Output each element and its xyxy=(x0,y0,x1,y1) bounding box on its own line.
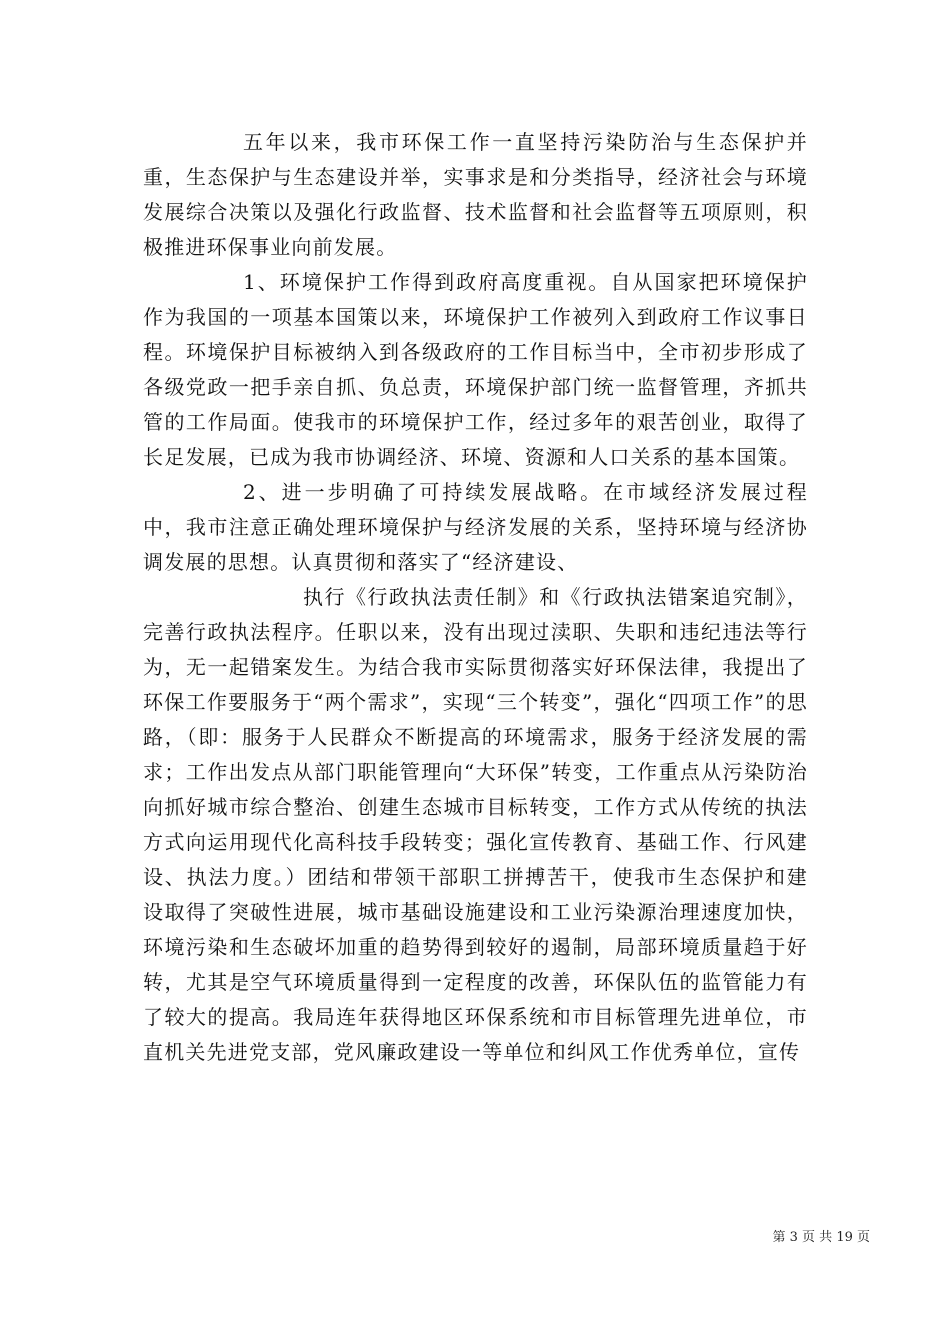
paragraph-intro: 五年以来，我市环保工作一直坚持污染防治与生态保护并重，生态保护与生态建设并举，实事求是和分类指导，经济社会与环境发展综合决策以及强化行政监督、技术监督和社会监督等五项原则，积极推进环保事业向前发展。 xyxy=(143,130,808,259)
paragraph-item-1: 1、环境保护工作得到政府高度重视。自从国家把环境保护作为我国的一项基本国策以来，环境保护工作被列入到政府工作议事日程。环境保护目标被纳入到各级政府的工作目标当中，全市初步形成了各级党政一把手亲自抓、负总责，环境保护部门统一监督管理，齐抓共管的工作局面。使我市的环境保护工作，经过多年的艰苦创业，取得了长足发展，已成为我市协调经济、环境、资源和人口关系的基本国策。 xyxy=(143,270,808,469)
paragraph-law-enforcement: 执行《行政执法责任制》和《行政执法错案追究制》，完善行政执法程序。任职以来，没有出现过渎职、失职和违纪违法等行为，无一起错案发生。为结合我市实际贯彻落实好环保法律，我提出了环保工作要服务于“两个需求”，实现“三个转变”，强化“四项工作”的思路，（即：服务于人民群众不断提高的环境需求，服务于经济发展的需求；工作出发点从部门职能管理向“大环保”转变，工作重点从污染防治向抓好城市综合整治、创建生态城市目标转变，工作方式从传统的执法方式向运用现代化高科技手段转变；强化宣传教育、基础工作、行风建设、执法力度。）团结和带领干部职工拼搏苦干，使我市生态保护和建设取得了突破性进展，城市基础设施建设和工业污染源治理速度加快，环境污染和生态破坏加重的趋势得到较好的遏制，局部环境质量趋于好转，尤其是空气环境质量得到一定程度的改善，环保队伍的监管能力有了较大的提高。我局连年获得地区环保系统和市目标管理先进单位，市直机关先进党支部，党风廉政建设一等单位和纠风工作优秀单位，宣传 xyxy=(143,585,808,1064)
document-body xyxy=(143,125,808,1070)
page-number-footer: 第 3 页 共 19 页 xyxy=(772,1230,870,1245)
paragraph-item-2: 2、进一步明确了可持续发展战略。在市域经济发展过程中，我市注意正确处理环境保护与经济发展的关系，坚持环境与经济协调发展的思想。认真贯彻和落实了“经济建设、 xyxy=(143,480,808,574)
